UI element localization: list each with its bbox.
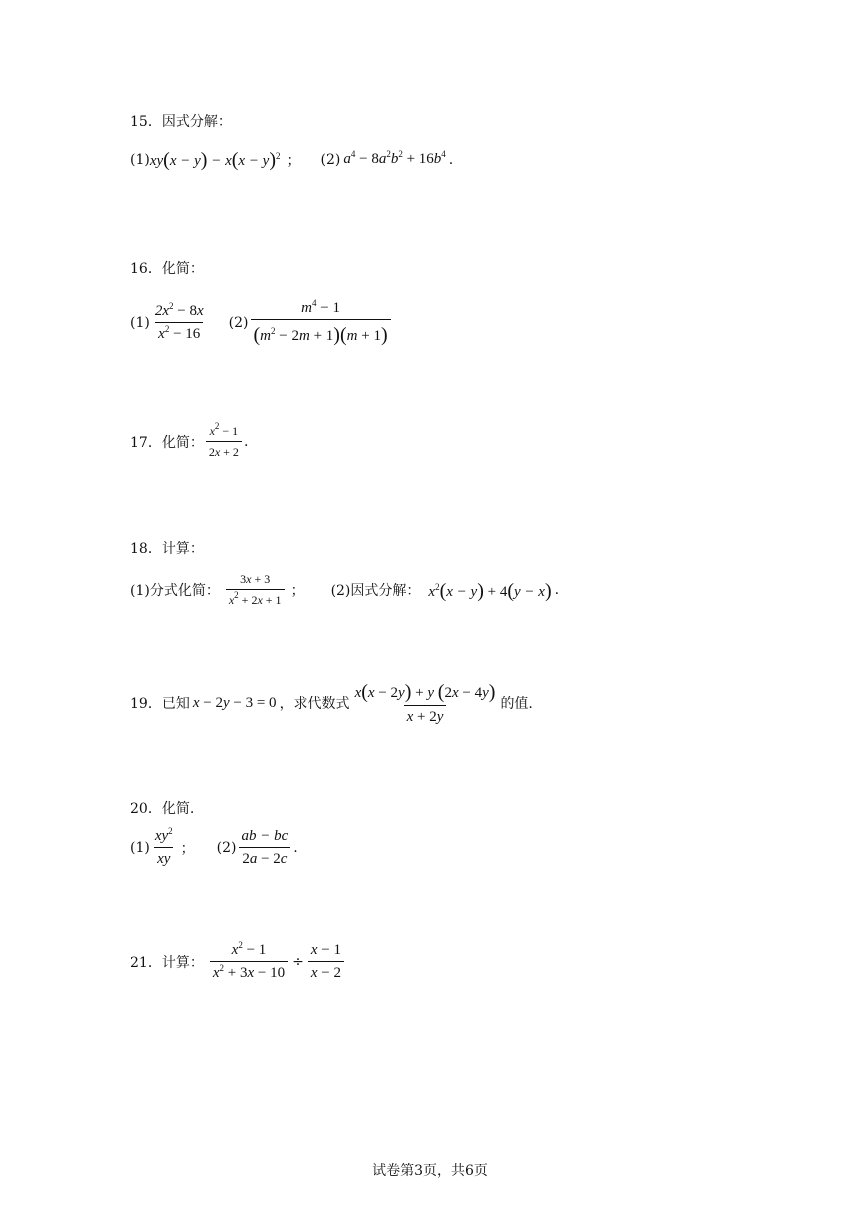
part-2-label: (2) xyxy=(320,151,341,168)
q19-condition: x − 2y − 3 = 0 xyxy=(192,694,277,711)
question-19-prefix: 19．已知 xyxy=(130,696,190,712)
q16-fraction-2: $\frac{m^4 - 1}{(m^2 - 2m + 1)(m + 1)}$ xyxy=(251,300,391,346)
q21-fraction-2: $\frac{x - 1}{x - 2}$ xyxy=(308,942,344,982)
question-17 xyxy=(130,421,249,460)
question-15-title: 15．因式分解： xyxy=(130,114,232,130)
end-period: . xyxy=(243,434,249,450)
separator: ； xyxy=(290,583,305,599)
question-21 xyxy=(130,942,346,982)
question-15-parts xyxy=(130,148,453,171)
question-20-parts xyxy=(130,828,298,868)
question-18-parts xyxy=(130,572,559,608)
q18-fraction: $\frac{3x + 3}{x^2 + 2x + 1}$ xyxy=(226,572,285,608)
question-20-title: 20．化简. xyxy=(130,801,195,817)
q18-expression: $x^2(x - y) + 4(y - x)$ xyxy=(428,579,552,602)
question-19-suffix: 的值. xyxy=(500,696,533,712)
end-period: . xyxy=(554,582,560,598)
page-footer: 试卷第3页，共6页 xyxy=(372,1163,488,1179)
separator: ； xyxy=(286,152,301,169)
end-period: . xyxy=(293,840,298,856)
question-17-title: 17．化简： xyxy=(130,435,204,451)
question-19 xyxy=(130,680,533,726)
q19-fraction: $\frac{x(x - 2y) + y (2x - 4y)}{x + 2y}$ xyxy=(354,681,496,725)
part-1-label: (1) xyxy=(130,151,150,168)
q17-fraction: $\frac{x^2 - 1}{2x + 2}$ xyxy=(206,424,242,460)
q21-fraction-1: $\frac{x^2 - 1}{x^2 + 3x - 10}$ xyxy=(210,942,288,982)
question-19-mid: ，求代数式 xyxy=(279,696,350,712)
end-period: . xyxy=(448,151,454,168)
question-18-title: 18．计算： xyxy=(130,541,204,557)
part-2-label: (2) xyxy=(216,840,237,856)
question-16-title: 16．化简： xyxy=(130,261,204,277)
part-2-label: (2) xyxy=(228,315,249,331)
q16-fraction-1: $\frac{2x^2 - 8x}{x^2 - 16}$ xyxy=(154,301,204,342)
q20-fraction-1: $\frac{xy^2}{xy}$ xyxy=(154,826,173,867)
part-1-label: (1) xyxy=(130,315,150,331)
part-1-label: (1) xyxy=(130,840,150,856)
separator: ； xyxy=(180,841,195,857)
q15-expression-1: $xy(x - y) - x(x - y)^2$ xyxy=(149,149,281,171)
division-sign: ÷ xyxy=(292,954,304,970)
part-1-label: (1)分式化简： xyxy=(130,583,220,599)
q15-expression-2: $a^4 - 8a^2b^2 + 16b^4$ xyxy=(343,149,446,167)
question-16-parts xyxy=(130,300,393,346)
part-2-label: (2)因式分解： xyxy=(330,583,421,599)
question-21-title: 21．计算： xyxy=(130,955,204,971)
q20-fraction-2: $\frac{ab - bc}{2a - 2c}$ xyxy=(239,828,292,868)
